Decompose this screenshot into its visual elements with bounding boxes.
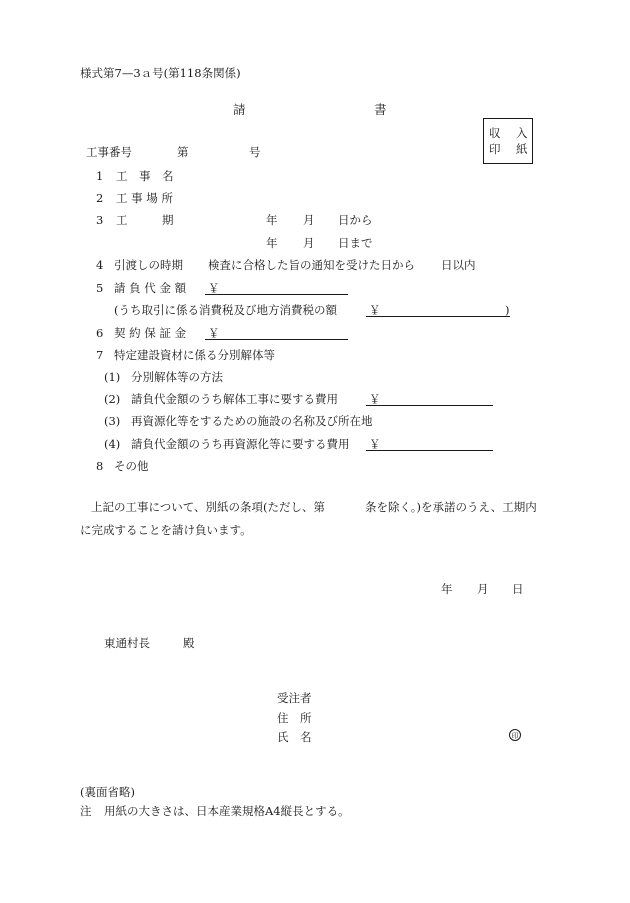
item-number: 5: [96, 281, 104, 295]
stamp-char: 印: [489, 142, 501, 156]
construction-no-dai: 第: [177, 145, 189, 159]
item-number: 1: [96, 169, 104, 183]
recycling-cost-line: [366, 450, 493, 451]
title-char-right: 書: [374, 102, 387, 117]
item-number: 2: [96, 191, 104, 205]
sub-item-yen: ￥: [369, 392, 381, 406]
addressee-honorific: 殿: [183, 636, 195, 650]
tax-amount-line: [366, 316, 510, 317]
sub-item-text: 再資源化等をするための施設の名称及び所在地: [131, 414, 373, 428]
contractor-address-label: 住 所: [277, 711, 312, 725]
note-label: 注: [80, 804, 92, 818]
item-label-demolition: 特定建設資材に係る分別解体等: [114, 348, 275, 362]
item-label-guarantee: 契 約 保 証 金: [114, 326, 187, 340]
stamp-char: 入: [516, 126, 528, 140]
stamp-char: 収: [489, 126, 501, 140]
note-text: 用紙の大きさは、日本産業規格A4縦長とする。: [104, 804, 350, 818]
period-to-month: 月: [303, 236, 315, 250]
addressee-name: 東通村長: [104, 636, 150, 650]
delivery-days: 日以内: [441, 258, 476, 272]
tax-label: (うち取引に係る消費税及び地方消費税の額: [114, 303, 337, 317]
period-from-day: 日から: [338, 213, 373, 227]
contractor-name-label: 氏 名: [277, 730, 312, 744]
item-label-period: 工 期: [116, 213, 174, 227]
revenue-stamp-box: [483, 118, 533, 164]
period-from-month: 月: [303, 213, 315, 227]
back-omitted: (裏面省略): [80, 785, 135, 799]
sub-item-number: (1): [104, 370, 121, 384]
item-label-other: その他: [114, 459, 149, 473]
contract-amount-yen: ￥: [208, 281, 220, 295]
title-char-left: 請: [233, 102, 246, 117]
item-label-construction-site: 工 事 場 所: [116, 191, 173, 205]
construction-no-go: 号: [249, 145, 261, 159]
contract-amount-line: [205, 294, 348, 295]
guarantee-line: [205, 339, 348, 340]
sub-item-text: 請負代金額のうち解体工事に要する費用: [131, 392, 338, 406]
item-number: 8: [96, 459, 104, 473]
item-label-contract-amount: 請 負 代 金 額: [114, 281, 187, 295]
item-label-construction-name: 工 事 名: [116, 169, 174, 183]
body-line-1a: 上記の工事について、別紙の条項(ただし、第: [91, 500, 326, 514]
date-month: 月: [477, 582, 489, 596]
form-number: 様式第7—3ａ号(第118条関係): [80, 66, 241, 80]
sub-item-text: 請負代金額のうち再資源化等に要する費用: [131, 437, 350, 451]
period-to-day: 日まで: [338, 236, 373, 250]
date-year: 年: [441, 582, 453, 596]
sub-item-number: (4): [104, 437, 121, 451]
sub-item-number: (2): [104, 392, 121, 406]
seal-mark: 印: [509, 729, 521, 741]
body-line-2: に完成することを請け負います。: [80, 523, 252, 537]
sub-item-text: 分別解体等の方法: [131, 370, 223, 384]
date-day: 日: [512, 582, 524, 596]
sub-item-number: (3): [104, 414, 121, 428]
body-line-1b: 条を除く。)を承諾のうえ、工期内: [365, 500, 537, 514]
item-number: 4: [96, 258, 104, 272]
contractor-title: 受注者: [277, 691, 312, 705]
item-number: 3: [96, 213, 104, 227]
construction-no-label: 工事番号: [86, 145, 132, 159]
tax-close-paren: ): [505, 303, 510, 317]
delivery-text: 検査に合格した旨の通知を受けた日から: [208, 258, 415, 272]
stamp-char: 紙: [516, 142, 528, 156]
period-from-year: 年: [266, 213, 278, 227]
sub-item-yen: ￥: [369, 437, 381, 451]
period-to-year: 年: [266, 236, 278, 250]
item-number: 6: [96, 326, 104, 340]
guarantee-yen: ￥: [208, 326, 220, 340]
item-label-delivery-time: 引渡しの時期: [114, 258, 183, 272]
tax-yen: ￥: [369, 303, 381, 317]
demolition-cost-line: [366, 405, 493, 406]
item-number: 7: [96, 348, 104, 362]
